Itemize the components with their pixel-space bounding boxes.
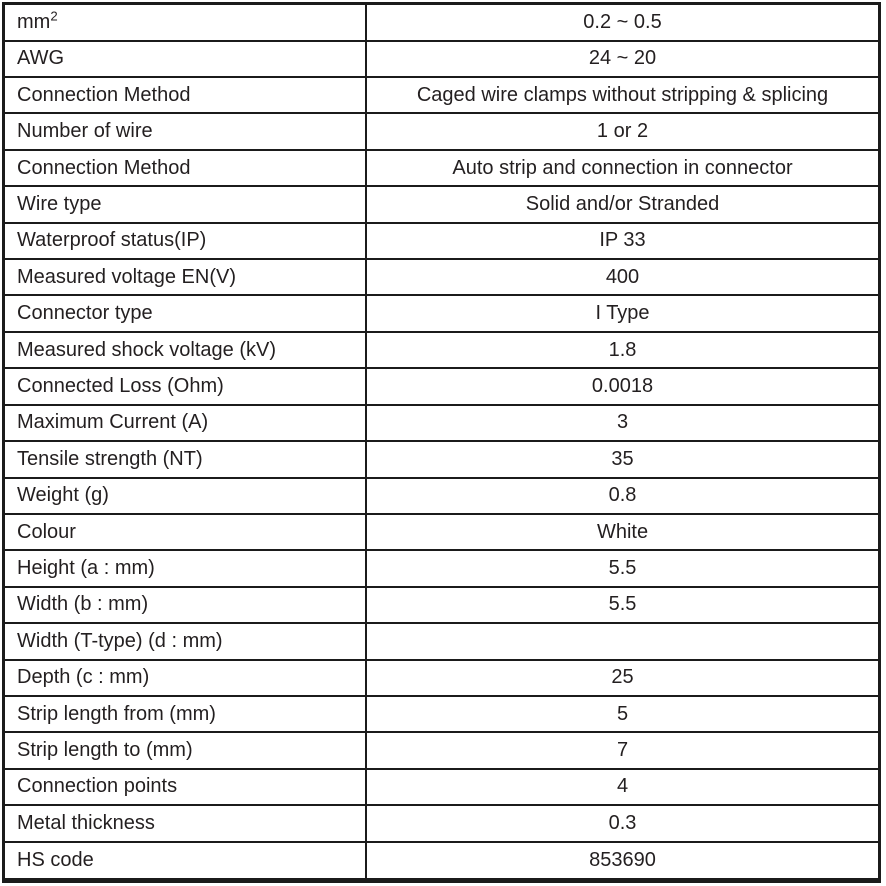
spec-label-cell (4, 223, 367, 259)
spec-value: 0.8 (608, 484, 637, 507)
spec-label: Colour (17, 520, 76, 543)
spec-label: Connector type (17, 302, 153, 325)
spec-label-cell (4, 769, 367, 805)
spec-label-cell (4, 186, 367, 222)
table-row (4, 259, 880, 295)
spec-value: Auto strip and connection in connector (452, 156, 793, 179)
spec-value-cell (366, 550, 880, 586)
table-row (4, 223, 880, 259)
table-row (4, 660, 880, 696)
spec-label-cell (4, 368, 367, 404)
spec-label-cell (4, 41, 367, 77)
spec-label-cell (4, 514, 367, 550)
spec-value: 3 (616, 411, 629, 434)
spec-value: White (596, 520, 649, 543)
spec-value-cell (366, 842, 880, 881)
spec-value-cell (366, 4, 880, 41)
spec-value-cell (366, 405, 880, 441)
table-row (4, 4, 880, 41)
table-row (4, 842, 880, 881)
spec-label-cell (4, 441, 367, 477)
spec-label-cell (4, 259, 367, 295)
spec-value: 853690 (589, 848, 656, 871)
spec-label-cell (4, 623, 367, 659)
spec-label: HS code (17, 848, 94, 871)
spec-value: Solid and/or Stranded (525, 192, 720, 215)
spec-label-cell (4, 113, 367, 149)
specification-table-body (4, 4, 880, 881)
spec-label-cell (4, 77, 367, 113)
spec-label: Strip length to (mm) (17, 739, 193, 762)
spec-value-cell (366, 77, 880, 113)
spec-value-cell (366, 441, 880, 477)
spec-value-cell (366, 186, 880, 222)
spec-value: 5.5 (608, 593, 637, 616)
table-row (4, 696, 880, 732)
spec-value: 0.3 (608, 811, 637, 834)
spec-label-cell (4, 405, 367, 441)
table-row (4, 368, 880, 404)
table-row (4, 441, 880, 477)
table-row (4, 405, 880, 441)
spec-label: Metal thickness (17, 811, 155, 834)
spec-label: Number of wire (17, 120, 153, 143)
spec-value: 1 or 2 (596, 120, 649, 143)
spec-value: 5 (616, 702, 629, 725)
spec-label: Weight (g) (17, 484, 109, 507)
spec-value: 0.2 ~ 0.5 (583, 10, 662, 33)
spec-value-cell (366, 150, 880, 186)
table-row (4, 732, 880, 768)
spec-label: Width (b : mm) (17, 593, 149, 616)
spec-label-cell (4, 478, 367, 514)
spec-value: 5.5 (608, 557, 637, 580)
table-row (4, 805, 880, 841)
spec-value-cell (366, 514, 880, 550)
spec-label-cell (4, 550, 367, 586)
spec-value-cell (366, 223, 880, 259)
spec-value-cell (366, 368, 880, 404)
spec-label: mm (17, 10, 51, 33)
table-row (4, 113, 880, 149)
table-row (4, 514, 880, 550)
spec-label-cell (4, 4, 367, 41)
table-row (4, 186, 880, 222)
spec-value-cell (366, 660, 880, 696)
spec-value: I Type (595, 302, 650, 325)
spec-label-cell (4, 696, 367, 732)
spec-label-cell (4, 150, 367, 186)
table-row (4, 332, 880, 368)
table-row (4, 478, 880, 514)
spec-value: 24 ~ 20 (588, 47, 657, 70)
spec-value: 25 (611, 666, 634, 689)
spec-value: Caged wire clamps without stripping & splicing (416, 83, 829, 106)
spec-label: Wire type (17, 192, 102, 215)
spec-label: Measured shock voltage (kV) (17, 338, 277, 361)
spec-label: Depth (c : mm) (17, 666, 150, 689)
spec-value-cell (366, 805, 880, 841)
spec-value-cell (366, 295, 880, 331)
spec-label: Strip length from (mm) (17, 702, 216, 725)
table-row (4, 769, 880, 805)
spec-value: 4 (616, 775, 629, 798)
table-row (4, 550, 880, 586)
spec-label: Measured voltage EN(V) (17, 265, 236, 288)
spec-value-cell (366, 732, 880, 768)
spec-label-cell (4, 295, 367, 331)
spec-label-cell (4, 660, 367, 696)
spec-value-cell (366, 696, 880, 732)
spec-value-cell (366, 769, 880, 805)
table-row (4, 77, 880, 113)
spec-value-cell (366, 41, 880, 77)
table-row (4, 623, 880, 659)
spec-value-cell (366, 332, 880, 368)
spec-value: 7 (616, 739, 629, 762)
spec-value: 1.8 (608, 338, 637, 361)
specification-table (2, 2, 881, 883)
spec-label: Connected Loss (Ohm) (17, 375, 224, 397)
table-row (4, 295, 880, 331)
spec-value-cell (366, 259, 880, 295)
spec-value-cell (366, 113, 880, 149)
spec-label-cell (4, 842, 367, 881)
spec-value-cell (366, 478, 880, 514)
spec-value-cell (366, 587, 880, 623)
spec-label: Tensile strength (NT) (17, 447, 203, 470)
table-row (4, 150, 880, 186)
spec-label: Maximum Current (A) (17, 411, 209, 434)
spec-label: Connection Method (17, 83, 191, 106)
spec-value: 400 (605, 265, 640, 288)
spec-label: Width (T-type) (d : mm) (17, 629, 223, 652)
spec-label-cell (4, 732, 367, 768)
spec-label: Connection Method (17, 156, 191, 179)
spec-label: Height (a : mm) (17, 557, 155, 580)
spec-label: Connection points (17, 775, 178, 798)
spec-value-cell (366, 623, 880, 659)
spec-value: IP 33 (599, 229, 646, 252)
table-row (4, 587, 880, 623)
spec-label-cell (4, 805, 367, 841)
spec-label: AWG (17, 47, 65, 70)
spec-label-cell (4, 587, 367, 623)
spec-label-cell (4, 332, 367, 368)
superscript: 2 (50, 8, 58, 24)
spec-value: 0.0018 (591, 375, 654, 397)
table-row (4, 41, 880, 77)
spec-label: Waterproof status(IP) (17, 229, 207, 252)
spec-value: 35 (611, 447, 634, 470)
